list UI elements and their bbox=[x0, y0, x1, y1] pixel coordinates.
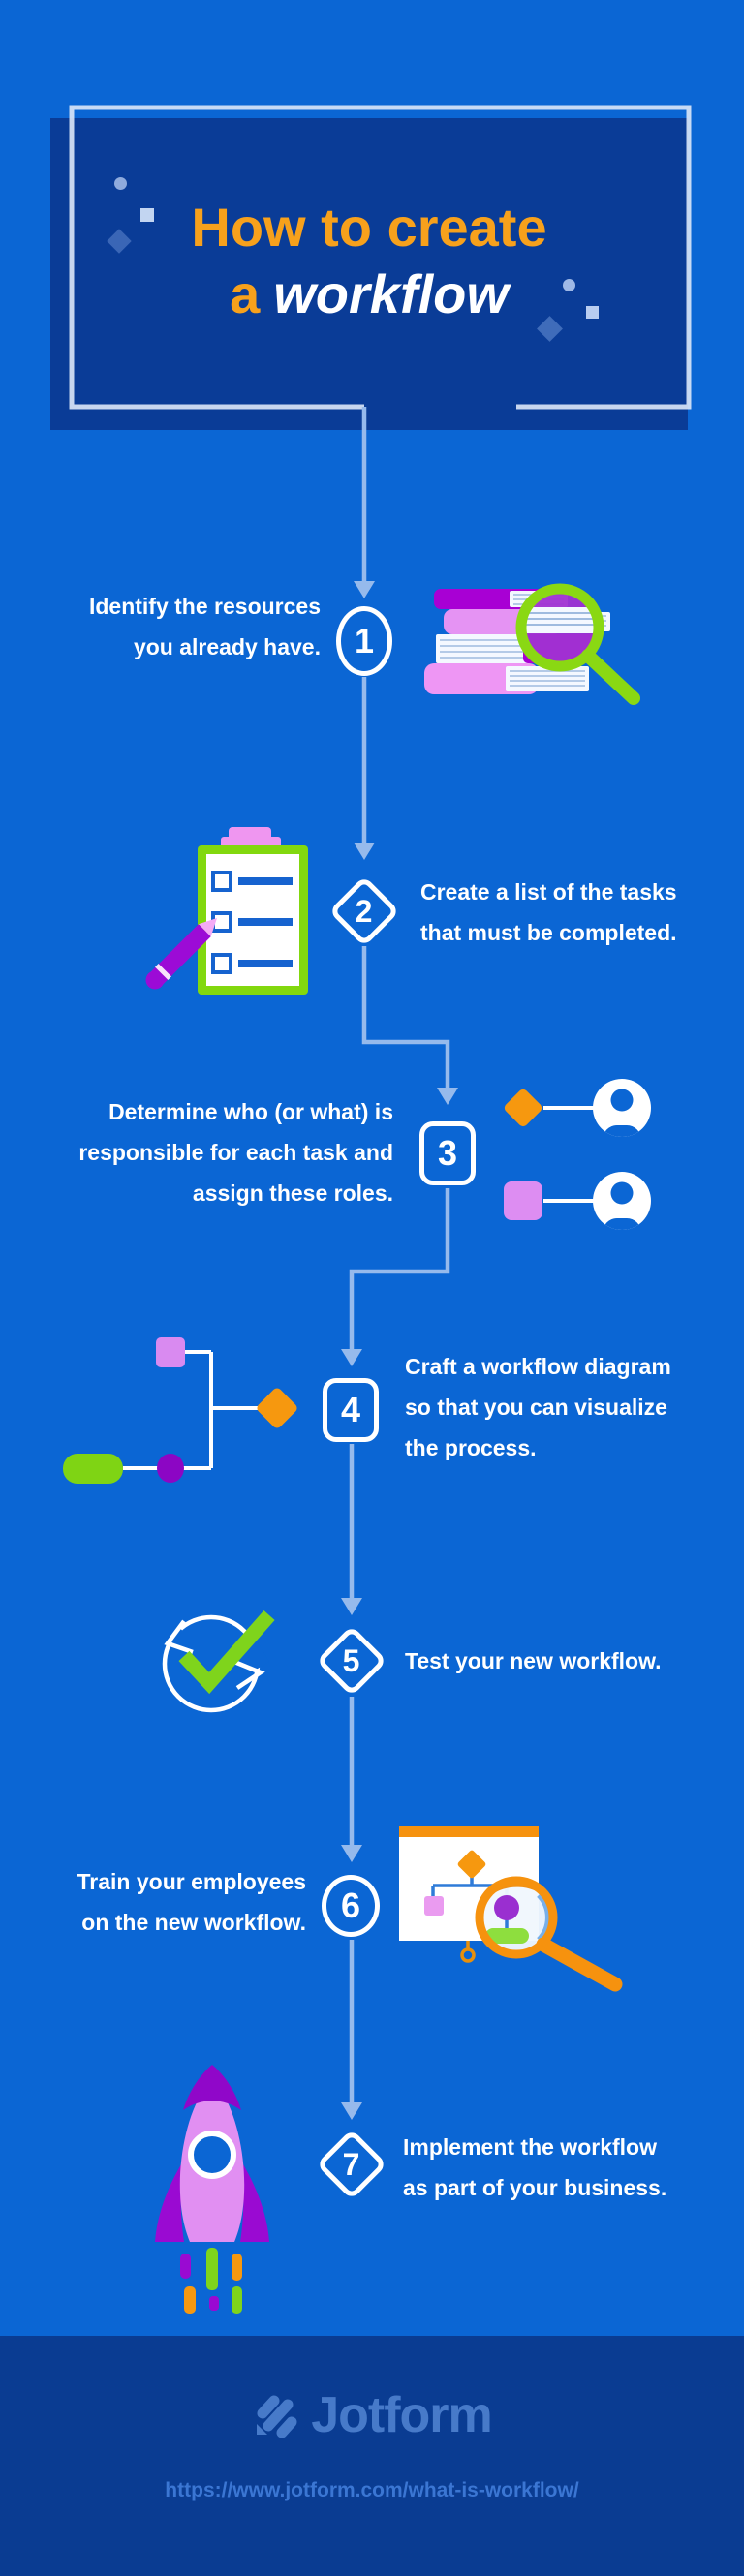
rocket-exhaust bbox=[180, 2248, 242, 2314]
step-5-marker: 5 bbox=[316, 1625, 388, 1697]
step-5-text: Test your new workflow. bbox=[405, 1648, 662, 1673]
brand-name: Jotform bbox=[311, 2387, 492, 2443]
footer bbox=[0, 2336, 744, 2576]
role-assignment-icon bbox=[489, 1070, 688, 1249]
sparkle-dot bbox=[114, 177, 127, 190]
task-diamond bbox=[503, 1088, 543, 1128]
step-3-text: Determine who (or what) is responsible for each task and assign these roles. bbox=[78, 1099, 393, 1206]
pull-cord-ring bbox=[462, 1949, 474, 1961]
footer-url[interactable]: https://www.jotform.com/what-is-workflow/ bbox=[165, 2479, 579, 2501]
step-2-text: Create a list of the tasks that must be completed. bbox=[420, 879, 677, 945]
step-3-marker: 3 bbox=[419, 1121, 476, 1185]
person-icon bbox=[593, 1079, 651, 1158]
magnifier-handle bbox=[588, 656, 634, 698]
sync-check-icon bbox=[145, 1598, 281, 1729]
rocket-window bbox=[191, 2133, 233, 2176]
title-line-2: a workflow bbox=[230, 263, 509, 324]
books-magnifier-icon bbox=[417, 565, 654, 715]
task-square bbox=[504, 1181, 542, 1220]
clipboard-checklist-icon bbox=[136, 821, 329, 1063]
node-pill bbox=[63, 1454, 123, 1484]
flowchart-icon bbox=[58, 1329, 300, 1488]
step-7-marker: 7 bbox=[316, 2129, 388, 2200]
jotform-logo-icon bbox=[252, 2390, 298, 2440]
step-4-marker: 4 bbox=[323, 1378, 379, 1442]
board-top-bar bbox=[399, 1826, 539, 1837]
title-emphasis: workflow bbox=[273, 263, 509, 324]
step-4-text: Craft a workflow diagram so that you can visualize the process. bbox=[405, 1354, 671, 1460]
rocket-fin bbox=[240, 2164, 269, 2242]
node-diamond bbox=[255, 1386, 298, 1429]
title-line-1: How to create bbox=[191, 197, 547, 258]
training-board-icon bbox=[392, 1819, 644, 2008]
page-title bbox=[50, 194, 688, 327]
step-7-text: Implement the workflow as part of your business. bbox=[403, 2134, 667, 2200]
step-2-marker: 2 bbox=[328, 875, 400, 947]
step-1-marker: 1 bbox=[336, 606, 392, 676]
node-circle bbox=[157, 1454, 184, 1483]
step-1-text: Identify the resources you already have. bbox=[88, 594, 321, 659]
step-6-text: Train your employees on the new workflow. bbox=[77, 1869, 306, 1935]
node-square bbox=[156, 1337, 185, 1367]
step-6-marker: 6 bbox=[322, 1875, 380, 1937]
rocket-fin bbox=[155, 2164, 184, 2242]
rocket-icon bbox=[136, 2058, 291, 2315]
brand-logo bbox=[0, 2386, 744, 2444]
magnifier-handle bbox=[543, 1945, 615, 1984]
person-icon bbox=[593, 1172, 651, 1249]
